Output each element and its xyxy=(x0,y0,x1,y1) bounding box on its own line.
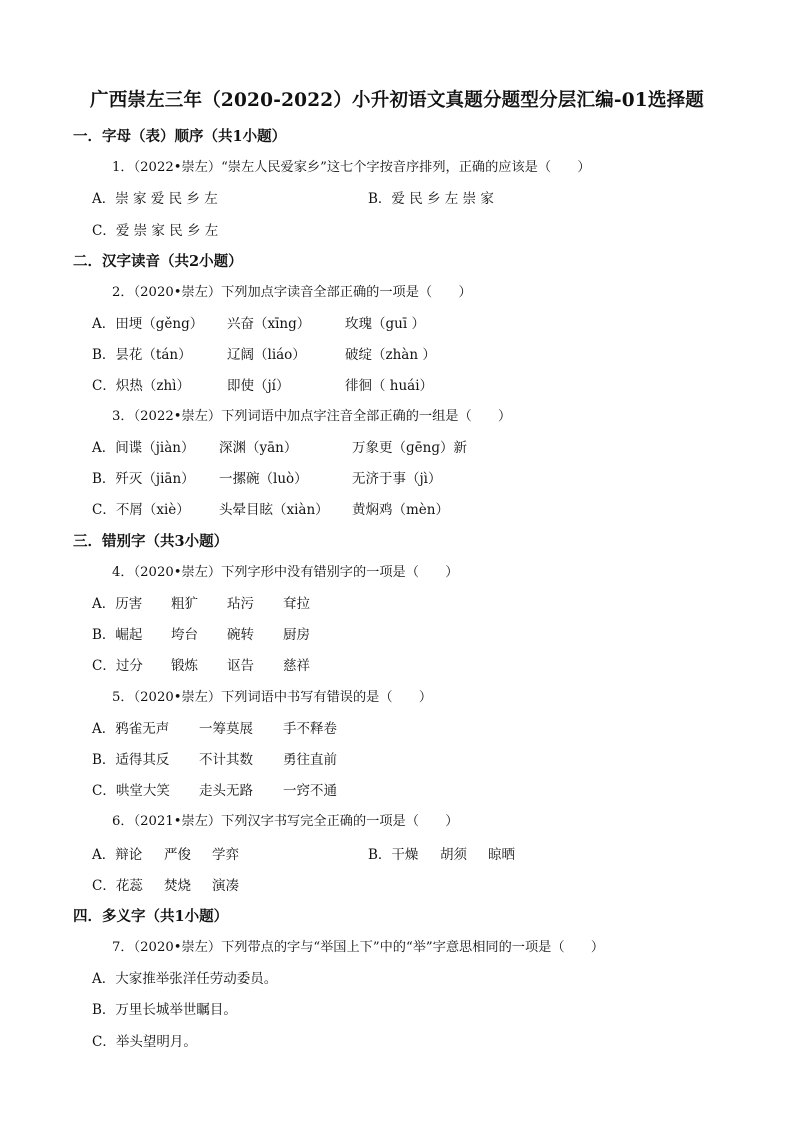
option-b-item-3: 碗转 xyxy=(227,627,254,643)
option-a-item-3: 玷污 xyxy=(227,596,254,612)
section-heading: 四．多义字（共1小题） xyxy=(73,908,229,925)
option-b-item-2: 胡须 xyxy=(440,847,467,863)
option-a-item-3: 手不释卷 xyxy=(283,721,337,737)
option-c-item-3: 徘徊（ huái） xyxy=(345,378,434,394)
option-b-item-3: 勇往直前 xyxy=(283,752,337,768)
option-a-item-2: 粗犷 xyxy=(171,596,198,612)
option-a-item-1: A．间谍（jiàn） xyxy=(92,440,195,456)
option-a-item-4: 耷拉 xyxy=(283,596,310,612)
section-heading: 一．字母（表）顺序（共1小题） xyxy=(73,128,287,145)
option-b-item-4: 厨房 xyxy=(283,627,310,643)
option-b: B．万里长城举世瞩目。 xyxy=(92,1002,237,1018)
option-a-item-3: 玫瑰（guī ） xyxy=(345,316,425,332)
option-a-item-2: 严俊 xyxy=(164,847,191,863)
section-heading: 三．错别字（共3小题） xyxy=(73,533,229,550)
section-heading: 二．汉字读音（共2小题） xyxy=(73,253,243,270)
option-a-item-3: 学弈 xyxy=(212,847,239,863)
option-c-item-2: 头晕目眩（xiàn） xyxy=(219,502,329,518)
option-b-item-1: B．歼灭（jiān） xyxy=(92,471,195,487)
option-b-item-3: 无济于事（jì） xyxy=(352,471,442,487)
option-a-item-2: 一筹莫展 xyxy=(199,721,253,737)
option-b-item-1: B．适得其反 xyxy=(92,752,170,768)
question-stem: 7．（2020•崇左）下列带点的字与“举国上下”中的“举”字意思相同的一项是（ ） xyxy=(112,940,605,955)
option-b-item-1: B．崛起 xyxy=(92,627,143,643)
option-b-item-2: 垮台 xyxy=(171,627,198,643)
option-c: C．举头望明月。 xyxy=(92,1034,197,1050)
option-c-item-3: 演凑 xyxy=(212,878,239,894)
question-stem: 1．（2022•崇左）“崇左人民爱家乡”这七个字按音序排列，正确的应该是（ ） xyxy=(112,160,591,175)
option-c-item-2: 锻炼 xyxy=(171,658,198,674)
option-c-item-1: C．花蕊 xyxy=(92,878,143,894)
option-b-item-2: 辽阔（liáo） xyxy=(227,347,306,363)
option-b-item-1: B．昙花（tán） xyxy=(92,347,192,363)
option-c-item-3: 一窍不通 xyxy=(283,783,337,799)
option-b-item-3: 破绽（zhàn ） xyxy=(345,347,436,363)
option-c-item-1: C．过分 xyxy=(92,658,143,674)
option-c-item-1: C．炽热（zhì） xyxy=(92,378,190,394)
option-b-item-1: B．干燥 xyxy=(368,847,419,863)
option-c-item-2: 焚烧 xyxy=(164,878,191,894)
question-stem: 6．（2021•崇左）下列汉字书写完全正确的一项是（ ） xyxy=(112,814,459,829)
question-stem: 4．（2020•崇左）下列字形中没有错别字的一项是（ ） xyxy=(112,565,459,580)
option-b-item-2: 不计其数 xyxy=(199,752,253,768)
option-c: C．爱 崇 家 民 乡 左 xyxy=(92,223,219,239)
page-title: 广西崇左三年（2020-2022）小升初语文真题分题型分层汇编-01选择题 xyxy=(90,90,704,111)
option-c-item-1: C．哄堂大笑 xyxy=(92,783,170,799)
option-c-item-4: 慈祥 xyxy=(283,658,310,674)
question-stem: 3．（2022•崇左）下列词语中加点字注音全部正确的一组是（ ） xyxy=(112,409,512,424)
option-a: A．崇 家 爱 民 乡 左 xyxy=(92,191,218,207)
option-a-item-1: A．鸦雀无声 xyxy=(92,721,170,737)
question-stem: 5．（2020•崇左）下列词语中书写有错误的是（ ） xyxy=(112,690,433,705)
option-c-item-3: 讴告 xyxy=(227,658,254,674)
option-a-item-2: 深渊（yān） xyxy=(219,440,298,456)
option-a-item-1: A．辩论 xyxy=(92,847,143,863)
option-c-item-1: C．不屑（xiè） xyxy=(92,502,190,518)
option-c-item-2: 走头无路 xyxy=(199,783,253,799)
option-a-item-1: A．田埂（gěng） xyxy=(92,316,204,332)
option-c-item-2: 即使（jí） xyxy=(227,378,290,394)
question-stem: 2．（2020•崇左）下列加点字读音全部正确的一项是（ ） xyxy=(112,285,472,300)
option-c-item-3: 黄焖鸡（mèn） xyxy=(352,502,449,518)
option-b-item-2: 一摞碗（luò） xyxy=(219,471,308,487)
option-b-item-3: 晾晒 xyxy=(488,847,515,863)
option-a: A．大家推举张洋任劳动委员。 xyxy=(92,971,278,987)
option-a-item-3: 万象更（ɡēnɡ）新 xyxy=(352,440,467,456)
option-a-item-2: 兴奋（xīng） xyxy=(227,316,311,332)
option-a-item-1: A．历害 xyxy=(92,596,143,612)
option-b: B．爱 民 乡 左 崇 家 xyxy=(368,191,494,207)
